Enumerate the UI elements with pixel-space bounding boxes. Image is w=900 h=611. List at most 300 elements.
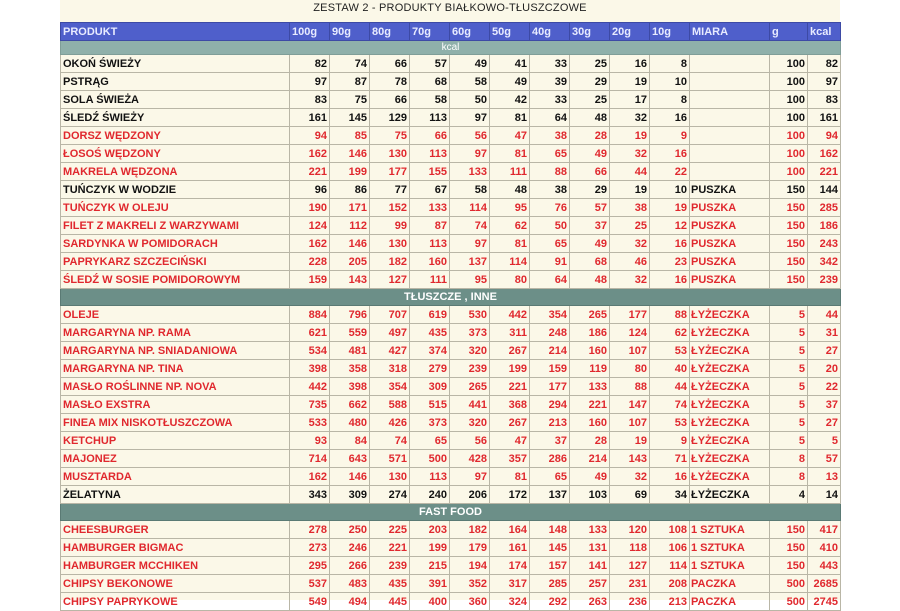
cell-kcal: 443 [808, 557, 841, 575]
cell-70g: 240 [410, 486, 450, 504]
cell-60g: 50 [450, 91, 490, 109]
cell-10g: 19 [650, 199, 690, 217]
column-header-50g: 50g [490, 23, 530, 41]
cell-kcal: 186 [808, 217, 841, 235]
cell-40g: 65 [530, 468, 570, 486]
cell-30g: 28 [570, 127, 610, 145]
cell-60g: 97 [450, 468, 490, 486]
cell-40g: 39 [530, 73, 570, 91]
cell-70g: 160 [410, 253, 450, 271]
cell-80g: 74 [370, 432, 410, 450]
cell-produkt: FINEA MIX NISKOTŁUSZCZOWA [61, 414, 290, 432]
cell-70g: 133 [410, 199, 450, 217]
cell-produkt: SOLA ŚWIEŻA [61, 91, 290, 109]
cell-g: 150 [770, 521, 808, 539]
cell-80g: 427 [370, 342, 410, 360]
cell-10g: 8 [650, 55, 690, 73]
cell-60g: 530 [450, 306, 490, 324]
cell-g: 150 [770, 235, 808, 253]
cell-10g: 16 [650, 235, 690, 253]
cell-g: 100 [770, 127, 808, 145]
cell-90g: 112 [330, 217, 370, 235]
table-row [61, 396, 841, 414]
cell-50g: 114 [490, 253, 530, 271]
cell-miara: ŁYŻECZKA [690, 450, 770, 468]
cell-kcal: 44 [808, 306, 841, 324]
cell-60g: 133 [450, 163, 490, 181]
cell-produkt: OLEJE [61, 306, 290, 324]
cell-30g: 265 [570, 306, 610, 324]
cell-10g: 44 [650, 378, 690, 396]
cell-100g: 533 [290, 414, 330, 432]
cell-miara: ŁYŻECZKA [690, 324, 770, 342]
cell-90g: 481 [330, 342, 370, 360]
cell-100g: 273 [290, 539, 330, 557]
cell-miara: 1 SZTUKA [690, 539, 770, 557]
cell-30g: 221 [570, 396, 610, 414]
cell-60g: 360 [450, 593, 490, 611]
cell-60g: 114 [450, 199, 490, 217]
table-body [61, 23, 841, 611]
cell-40g: 91 [530, 253, 570, 271]
cell-90g: 199 [330, 163, 370, 181]
table-row [61, 557, 841, 575]
cell-70g: 113 [410, 145, 450, 163]
cell-90g: 84 [330, 432, 370, 450]
cell-kcal: 94 [808, 127, 841, 145]
cell-kcal: 410 [808, 539, 841, 557]
cell-40g: 137 [530, 486, 570, 504]
cell-produkt: ŚLEDŹ ŚWIEŻY [61, 109, 290, 127]
cell-miara [690, 55, 770, 73]
cell-90g: 559 [330, 324, 370, 342]
cell-50g: 47 [490, 432, 530, 450]
cell-produkt: CHEESBURGER [61, 521, 290, 539]
cell-produkt: ŻELATYNA [61, 486, 290, 504]
cell-g: 8 [770, 468, 808, 486]
cell-g: 5 [770, 396, 808, 414]
cell-80g: 99 [370, 217, 410, 235]
cell-40g: 65 [530, 145, 570, 163]
column-header-60g: 60g [450, 23, 490, 41]
table-row [61, 521, 841, 539]
cell-miara [690, 109, 770, 127]
cell-50g: 95 [490, 199, 530, 217]
cell-20g: 32 [610, 271, 650, 289]
table-row [61, 432, 841, 450]
cell-produkt: MARGARYNA NP. SNIADANIOWA [61, 342, 290, 360]
table-row [61, 217, 841, 235]
cell-90g: 398 [330, 378, 370, 396]
cell-20g: 19 [610, 127, 650, 145]
cell-40g: 294 [530, 396, 570, 414]
cell-30g: 49 [570, 145, 610, 163]
cell-100g: 228 [290, 253, 330, 271]
cell-miara: 1 SZTUKA [690, 521, 770, 539]
cell-60g: 320 [450, 414, 490, 432]
cell-kcal: 161 [808, 109, 841, 127]
cell-kcal: 82 [808, 55, 841, 73]
cell-80g: 78 [370, 73, 410, 91]
cell-70g: 279 [410, 360, 450, 378]
cell-70g: 113 [410, 468, 450, 486]
cell-40g: 33 [530, 91, 570, 109]
cell-miara: PUSZKA [690, 217, 770, 235]
cell-90g: 146 [330, 145, 370, 163]
cell-40g: 33 [530, 55, 570, 73]
cell-g: 5 [770, 360, 808, 378]
cell-g: 150 [770, 253, 808, 271]
cell-80g: 66 [370, 91, 410, 109]
table-row [61, 271, 841, 289]
cell-60g: 97 [450, 109, 490, 127]
cell-10g: 12 [650, 217, 690, 235]
cell-produkt: MARGARYNA NP. TINA [61, 360, 290, 378]
cell-100g: 93 [290, 432, 330, 450]
cell-20g: 177 [610, 306, 650, 324]
cell-40g: 38 [530, 127, 570, 145]
cell-100g: 221 [290, 163, 330, 181]
cell-produkt: TUŃCZYK W OLEJU [61, 199, 290, 217]
cell-20g: 147 [610, 396, 650, 414]
cell-60g: 49 [450, 55, 490, 73]
cell-40g: 148 [530, 521, 570, 539]
table-row [61, 468, 841, 486]
cell-100g: 278 [290, 521, 330, 539]
cell-miara: 1 SZTUKA [690, 557, 770, 575]
cell-produkt: SARDYNKA W POMIDORACH [61, 235, 290, 253]
cell-produkt: PAPRYKARZ SZCZECIŃSKI [61, 253, 290, 271]
cell-miara: ŁYŻECZKA [690, 432, 770, 450]
cell-produkt: CHIPSY PAPRYKOWE [61, 593, 290, 611]
cell-40g: 64 [530, 271, 570, 289]
cell-40g: 292 [530, 593, 570, 611]
cell-20g: 38 [610, 199, 650, 217]
cell-70g: 515 [410, 396, 450, 414]
table-row [61, 73, 841, 91]
cell-g: 150 [770, 539, 808, 557]
cell-80g: 497 [370, 324, 410, 342]
cell-50g: 49 [490, 73, 530, 91]
cell-20g: 120 [610, 521, 650, 539]
cell-kcal: 417 [808, 521, 841, 539]
cell-80g: 707 [370, 306, 410, 324]
cell-30g: 48 [570, 109, 610, 127]
cell-miara: PUSZKA [690, 235, 770, 253]
cell-70g: 400 [410, 593, 450, 611]
cell-70g: 391 [410, 575, 450, 593]
section-heading: FAST FOOD [61, 504, 841, 521]
column-header-miara: MIARA [690, 23, 770, 41]
cell-100g: 159 [290, 271, 330, 289]
cell-kcal: 2685 [808, 575, 841, 593]
cell-miara: PUSZKA [690, 181, 770, 199]
cell-60g: 352 [450, 575, 490, 593]
cell-50g: 174 [490, 557, 530, 575]
cell-80g: 127 [370, 271, 410, 289]
cell-miara: ŁYŻECZKA [690, 378, 770, 396]
cell-90g: 205 [330, 253, 370, 271]
cell-10g: 16 [650, 468, 690, 486]
cell-60g: 182 [450, 521, 490, 539]
cell-30g: 186 [570, 324, 610, 342]
cell-produkt: MARGARYNA NP. RAMA [61, 324, 290, 342]
cell-kcal: 221 [808, 163, 841, 181]
cell-10g: 34 [650, 486, 690, 504]
cell-100g: 83 [290, 91, 330, 109]
cell-kcal: 5 [808, 432, 841, 450]
cell-60g: 194 [450, 557, 490, 575]
cell-50g: 267 [490, 342, 530, 360]
cell-30g: 25 [570, 55, 610, 73]
cell-10g: 8 [650, 91, 690, 109]
cell-80g: 571 [370, 450, 410, 468]
cell-40g: 213 [530, 414, 570, 432]
cell-40g: 88 [530, 163, 570, 181]
cell-50g: 368 [490, 396, 530, 414]
cell-80g: 77 [370, 181, 410, 199]
cell-20g: 19 [610, 432, 650, 450]
cell-produkt: KETCHUP [61, 432, 290, 450]
cell-70g: 155 [410, 163, 450, 181]
table-row [61, 575, 841, 593]
cell-miara [690, 91, 770, 109]
cell-miara: PUSZKA [690, 199, 770, 217]
cell-90g: 494 [330, 593, 370, 611]
table-row [61, 486, 841, 504]
cell-80g: 239 [370, 557, 410, 575]
cell-50g: 48 [490, 181, 530, 199]
cell-kcal: 31 [808, 324, 841, 342]
cell-100g: 162 [290, 145, 330, 163]
cell-60g: 58 [450, 73, 490, 91]
column-header-80g: 80g [370, 23, 410, 41]
cell-100g: 398 [290, 360, 330, 378]
cell-30g: 133 [570, 378, 610, 396]
cell-kcal: 239 [808, 271, 841, 289]
cell-80g: 318 [370, 360, 410, 378]
table-row [61, 324, 841, 342]
cell-40g: 76 [530, 199, 570, 217]
cell-50g: 324 [490, 593, 530, 611]
cell-40g: 354 [530, 306, 570, 324]
cell-produkt: OKOŃ ŚWIEŻY [61, 55, 290, 73]
cell-kcal: 342 [808, 253, 841, 271]
table-row [61, 109, 841, 127]
cell-10g: 16 [650, 145, 690, 163]
cell-100g: 82 [290, 55, 330, 73]
table-row [61, 539, 841, 557]
cell-kcal: 37 [808, 396, 841, 414]
cell-100g: 96 [290, 181, 330, 199]
cell-10g: 10 [650, 181, 690, 199]
cell-10g: 53 [650, 414, 690, 432]
cell-100g: 884 [290, 306, 330, 324]
cell-90g: 480 [330, 414, 370, 432]
cell-100g: 162 [290, 468, 330, 486]
cell-kcal: 144 [808, 181, 841, 199]
cell-g: 5 [770, 432, 808, 450]
cell-miara: ŁYŻECZKA [690, 486, 770, 504]
cell-20g: 16 [610, 55, 650, 73]
cell-60g: 95 [450, 271, 490, 289]
cell-10g: 106 [650, 539, 690, 557]
cell-90g: 171 [330, 199, 370, 217]
cell-100g: 714 [290, 450, 330, 468]
cell-kcal: 20 [808, 360, 841, 378]
cell-20g: 32 [610, 145, 650, 163]
cell-50g: 311 [490, 324, 530, 342]
cell-70g: 113 [410, 109, 450, 127]
cell-50g: 47 [490, 127, 530, 145]
cell-kcal: 97 [808, 73, 841, 91]
cell-miara [690, 163, 770, 181]
cell-g: 5 [770, 342, 808, 360]
cell-20g: 127 [610, 557, 650, 575]
cell-80g: 225 [370, 521, 410, 539]
cell-miara: ŁYŻECZKA [690, 342, 770, 360]
cell-20g: 107 [610, 414, 650, 432]
cell-100g: 295 [290, 557, 330, 575]
cell-30g: 57 [570, 199, 610, 217]
cell-50g: 442 [490, 306, 530, 324]
cell-40g: 285 [530, 575, 570, 593]
cell-miara: PACZKA [690, 593, 770, 611]
column-header-produkt: PRODUKT [61, 23, 290, 41]
cell-80g: 182 [370, 253, 410, 271]
cell-g: 100 [770, 55, 808, 73]
table-row [61, 253, 841, 271]
cell-g: 5 [770, 306, 808, 324]
cell-80g: 130 [370, 145, 410, 163]
cell-miara: ŁYŻECZKA [690, 414, 770, 432]
section-header-row [61, 289, 841, 306]
cell-90g: 309 [330, 486, 370, 504]
cell-60g: 428 [450, 450, 490, 468]
cell-90g: 143 [330, 271, 370, 289]
cell-80g: 435 [370, 575, 410, 593]
cell-100g: 190 [290, 199, 330, 217]
cell-30g: 133 [570, 521, 610, 539]
cell-70g: 67 [410, 181, 450, 199]
cell-miara [690, 127, 770, 145]
table-row [61, 378, 841, 396]
cell-10g: 62 [650, 324, 690, 342]
cell-100g: 162 [290, 235, 330, 253]
cell-90g: 75 [330, 91, 370, 109]
cell-produkt: ŁOSOŚ WĘDZONY [61, 145, 290, 163]
cell-90g: 146 [330, 235, 370, 253]
cell-miara [690, 145, 770, 163]
cell-90g: 483 [330, 575, 370, 593]
cell-miara: ŁYŻECZKA [690, 396, 770, 414]
cell-70g: 215 [410, 557, 450, 575]
column-header-30g: 30g [570, 23, 610, 41]
cell-g: 150 [770, 199, 808, 217]
cell-100g: 94 [290, 127, 330, 145]
cell-10g: 71 [650, 450, 690, 468]
cell-kcal: 27 [808, 342, 841, 360]
cell-g: 4 [770, 486, 808, 504]
cell-20g: 143 [610, 450, 650, 468]
cell-g: 100 [770, 73, 808, 91]
cell-80g: 426 [370, 414, 410, 432]
table-row [61, 342, 841, 360]
cell-g: 100 [770, 163, 808, 181]
cell-90g: 358 [330, 360, 370, 378]
cell-70g: 309 [410, 378, 450, 396]
cell-70g: 500 [410, 450, 450, 468]
cell-produkt: FILET Z MAKRELI Z WARZYWAMI [61, 217, 290, 235]
cell-20g: 19 [610, 73, 650, 91]
cell-20g: 46 [610, 253, 650, 271]
cell-10g: 74 [650, 396, 690, 414]
cell-60g: 97 [450, 145, 490, 163]
cell-60g: 97 [450, 235, 490, 253]
header-row [61, 23, 841, 41]
cell-10g: 88 [650, 306, 690, 324]
cell-g: 150 [770, 217, 808, 235]
cell-10g: 213 [650, 593, 690, 611]
cell-70g: 57 [410, 55, 450, 73]
table-row [61, 91, 841, 109]
cell-10g: 9 [650, 432, 690, 450]
cell-10g: 22 [650, 163, 690, 181]
cell-30g: 68 [570, 253, 610, 271]
cell-30g: 257 [570, 575, 610, 593]
cell-20g: 88 [610, 378, 650, 396]
cell-90g: 250 [330, 521, 370, 539]
cell-90g: 87 [330, 73, 370, 91]
cell-60g: 56 [450, 432, 490, 450]
column-header-70g: 70g [410, 23, 450, 41]
cell-70g: 373 [410, 414, 450, 432]
table-row [61, 127, 841, 145]
column-header-100g: 100g [290, 23, 330, 41]
cell-10g: 208 [650, 575, 690, 593]
cell-20g: 80 [610, 360, 650, 378]
cell-70g: 619 [410, 306, 450, 324]
cell-90g: 74 [330, 55, 370, 73]
cell-60g: 58 [450, 181, 490, 199]
cell-100g: 97 [290, 73, 330, 91]
cell-100g: 161 [290, 109, 330, 127]
table-row [61, 414, 841, 432]
cell-40g: 64 [530, 109, 570, 127]
cell-90g: 86 [330, 181, 370, 199]
cell-30g: 49 [570, 235, 610, 253]
cell-produkt: CHIPSY BEKONOWE [61, 575, 290, 593]
cell-100g: 534 [290, 342, 330, 360]
section-header-row [61, 504, 841, 521]
cell-20g: 69 [610, 486, 650, 504]
cell-90g: 85 [330, 127, 370, 145]
cell-kcal: 83 [808, 91, 841, 109]
cell-kcal: 285 [808, 199, 841, 217]
cell-30g: 49 [570, 468, 610, 486]
cell-g: 100 [770, 91, 808, 109]
cell-20g: 32 [610, 109, 650, 127]
cell-10g: 108 [650, 521, 690, 539]
table-row [61, 360, 841, 378]
cell-produkt: MAKRELA WĘDZONA [61, 163, 290, 181]
cell-40g: 214 [530, 342, 570, 360]
cell-g: 500 [770, 575, 808, 593]
cell-90g: 266 [330, 557, 370, 575]
cell-10g: 40 [650, 360, 690, 378]
cell-20g: 32 [610, 468, 650, 486]
cell-60g: 441 [450, 396, 490, 414]
